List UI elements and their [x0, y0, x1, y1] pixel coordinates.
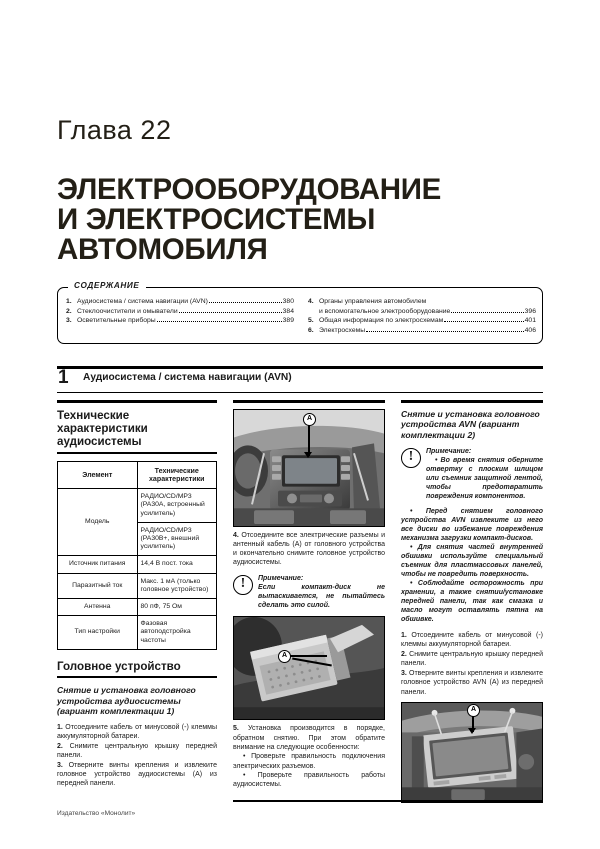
- footer-publisher: Издательство «Монолит»: [57, 810, 136, 817]
- toc-entry-number: 5.: [308, 317, 314, 325]
- toc-leader-dots: [444, 321, 523, 323]
- left-column: [57, 400, 217, 789]
- toc-entry-label: Стеклоочистители и омыватели: [77, 307, 178, 315]
- table-cell-value: Фазовая автоподстройка частоты: [137, 616, 217, 650]
- table-row: [58, 573, 217, 598]
- toc-entry[interactable]: [308, 297, 536, 316]
- toc-entry-label: Осветительные приборы: [77, 317, 156, 325]
- step-item: [57, 761, 217, 789]
- step-text: Отверните винты крепления и извлеките головное устройство аудиосистемы (A) из передней панели.: [57, 761, 217, 788]
- note-block: [233, 574, 385, 610]
- step-item: [401, 669, 543, 697]
- callout-leader-line: [289, 655, 327, 657]
- bullet-item: • Проверьте правильность работы аудиосистемы.: [233, 771, 385, 789]
- table-cell-label: Паразитный ток: [58, 573, 138, 598]
- head-unit-heading: Головное устройство: [57, 660, 217, 678]
- toc-entry-page: 401: [524, 317, 536, 325]
- toc-entry-number: 6.: [308, 326, 314, 334]
- table-cell-label: Тип настройки: [58, 616, 138, 650]
- toc-column-right: [300, 297, 542, 335]
- table-header-element: Элемент: [58, 461, 138, 488]
- table-cell-value: 14,4 В пост. тока: [137, 556, 217, 573]
- callout-a: A: [303, 413, 316, 426]
- step-item: [233, 724, 385, 752]
- table-cell-value: РАДИО/CD/MP3 (PA30A, встроенный усилитель): [137, 489, 217, 523]
- section-top-rule: [57, 366, 543, 369]
- step-number: 1.: [57, 723, 63, 731]
- step-item: [401, 650, 543, 668]
- table-cell-value: Макс. 1 мА (только головное устройство): [137, 573, 217, 598]
- bullet-item: • Проверьте правильность подключения электрических разъемов.: [233, 753, 385, 770]
- toc-entry-label: Органы управления автомобилем: [319, 298, 427, 305]
- step-text: Отсоедините кабель от минусовой (-) клеммы аккумуляторной батареи.: [401, 632, 543, 649]
- toc-entry-number: 4.: [308, 298, 314, 305]
- toc-entry-label-line2: и вспомогательное электрооборудование: [319, 307, 451, 315]
- step-text: Установка производится в порядке, обратном снятию. При этом обратите внимание на следующие особенности:: [233, 725, 385, 751]
- toc-entry[interactable]: [66, 316, 294, 326]
- toc-entry[interactable]: [308, 316, 536, 326]
- toc-entry-number: 3.: [66, 317, 72, 325]
- step-item: [57, 742, 217, 760]
- note-bullet: • Для снятия частей внутренней обшивки используйте специальный съемник для пластмассовых панелей, чтобы не повредить поверхность.: [401, 544, 543, 579]
- table-cell-label: Источник питания: [58, 556, 138, 573]
- step-number: 3.: [57, 761, 63, 769]
- table-cell-value: 80 пФ, 75 Ом: [137, 598, 217, 615]
- middle-column: [233, 400, 385, 789]
- toc-leader-dots: [366, 330, 523, 332]
- chapter-title-line-3: АВТОМОБИЛЯ: [57, 233, 268, 266]
- chapter-title-line-1: ЭЛЕКТРООБОРУДОВАНИЕ: [57, 173, 442, 206]
- toc-entry-number: 2.: [66, 307, 72, 315]
- table-row: [58, 556, 217, 573]
- note-text: Если компакт-диск не вытаскивается, не пытайтесь сделать это силой.: [258, 584, 385, 610]
- callout-a: A: [467, 704, 480, 717]
- toc-entry-label: Электросхемы: [319, 326, 366, 334]
- note-block: [401, 447, 543, 501]
- callout-arrow: [304, 452, 312, 458]
- toc-column-left: [58, 297, 300, 335]
- note-bullet: • Во время снятия оберните отвертку с плоским шлицом или съемник защитной лентой, чтобы предотвратить повреждения компонентов.: [426, 457, 543, 501]
- step-item: [401, 631, 543, 649]
- note-bullet: • Соблюдайте осторожность при хранении, а также снятии/установке передней панели, так как смазка и масло могут оставлять пятна на обшивке.: [401, 580, 543, 624]
- column-top-rule: [401, 400, 543, 403]
- right-column: [401, 400, 543, 807]
- callout-arrow: [468, 728, 476, 734]
- table-of-contents: [57, 281, 543, 344]
- step-text: Отсоедините кабель от минусовой (-) клеммы аккумуляторной батареи.: [57, 723, 217, 741]
- table-cell-label: Антенна: [58, 598, 138, 615]
- table-row: [58, 489, 217, 523]
- step-text: Отсоедините все электрические разъемы и антенный кабель (A) от головного устройства и окончательно снимите головное устройство аудиосистемы.: [233, 531, 385, 567]
- left-sub-heading: Снятие и установка головного устройства аудиосистемы (вариант комплектации 1): [57, 685, 196, 717]
- table-row: [58, 616, 217, 650]
- page-bottom-rule: [233, 800, 543, 802]
- toc-entry[interactable]: [308, 326, 536, 336]
- toc-entry-page: 396: [524, 307, 536, 315]
- callout-a: A: [278, 650, 291, 663]
- toc-entry-label: Аудиосистема / система навигации (AVN): [77, 298, 208, 305]
- step-item: [233, 531, 385, 568]
- step-number: 5.: [233, 725, 239, 733]
- photo-head-unit-removed: [233, 616, 385, 720]
- toc-entry-page: 389: [282, 317, 294, 325]
- step-item: [57, 723, 217, 741]
- specifications-table: [57, 461, 217, 650]
- step-number: 2.: [401, 651, 407, 659]
- table-row: [58, 598, 217, 615]
- step-number: 1.: [401, 632, 407, 640]
- toc-leader-dots: [179, 311, 282, 313]
- step-text: Снимите центральную крышку передней панели.: [57, 742, 217, 760]
- photo-avn-unit: [401, 702, 543, 803]
- toc-entry[interactable]: [66, 297, 294, 307]
- toc-entry-page: 406: [524, 326, 536, 334]
- chapter-title: [57, 175, 537, 265]
- spec-heading: Технические характеристики аудиосистемы: [57, 409, 217, 454]
- toc-leader-dots: [209, 302, 282, 304]
- table-header-specs: Технические характеристики: [137, 461, 217, 488]
- column-top-rule: [233, 400, 385, 403]
- callout-leader-line: [308, 422, 310, 456]
- note-bullet: • Перед снятием головного устройства AVN извлеките из него все диски во избежание повреждения механизма загрузки компакт-дисков.: [401, 508, 543, 543]
- section-number: 1: [58, 367, 69, 388]
- right-sub-heading: Снятие и установка головного устройства AVN (вариант комплектации 2): [401, 408, 540, 440]
- section-title: Аудиосистема / система навигации (AVN): [83, 372, 292, 383]
- step-number: 3.: [401, 670, 407, 678]
- step-number: 4.: [233, 531, 239, 539]
- toc-entry-page: 384: [282, 307, 294, 315]
- chapter-label: Глава 22: [57, 115, 172, 145]
- warning-exclamation-icon: !: [233, 575, 253, 595]
- photo-head-unit-artwork: [234, 617, 384, 719]
- note-title: Примечание:: [426, 448, 472, 456]
- toc-entry-label: Общая информация по электросхемам: [319, 317, 444, 325]
- table-cell-value: РАДИО/CD/MP3 (PA30B+, внешний усилитель): [137, 522, 217, 556]
- left-steps: [57, 723, 217, 788]
- note-title: Примечание:: [258, 575, 304, 583]
- toc-entry-page: 380: [282, 298, 294, 305]
- table-cell-label: Модель: [58, 489, 138, 556]
- step-text: Отверните винты крепления и извлеките головное устройство AVN (A) из передней панели.: [401, 670, 543, 696]
- section-bottom-rule: [57, 392, 543, 393]
- photo-dashboard-head-unit: [233, 409, 385, 527]
- warning-exclamation-icon: !: [401, 448, 421, 468]
- table-header-row: [58, 461, 217, 488]
- toc-entry[interactable]: [66, 307, 294, 317]
- toc-heading: СОДЕРЖАНИЕ: [68, 281, 146, 290]
- chapter-title-line-2: И ЭЛЕКТРОСИСТЕМЫ: [57, 203, 376, 236]
- toc-columns: [58, 297, 542, 335]
- right-steps: [401, 631, 543, 696]
- toc-leader-dots: [451, 311, 523, 313]
- toc-entry-number: 1.: [66, 298, 72, 305]
- step-text: Снимите центральную крышку передней панели.: [401, 651, 543, 668]
- toc-leader-dots: [157, 321, 282, 323]
- step-number: 2.: [57, 742, 63, 750]
- column-top-rule: [57, 400, 217, 403]
